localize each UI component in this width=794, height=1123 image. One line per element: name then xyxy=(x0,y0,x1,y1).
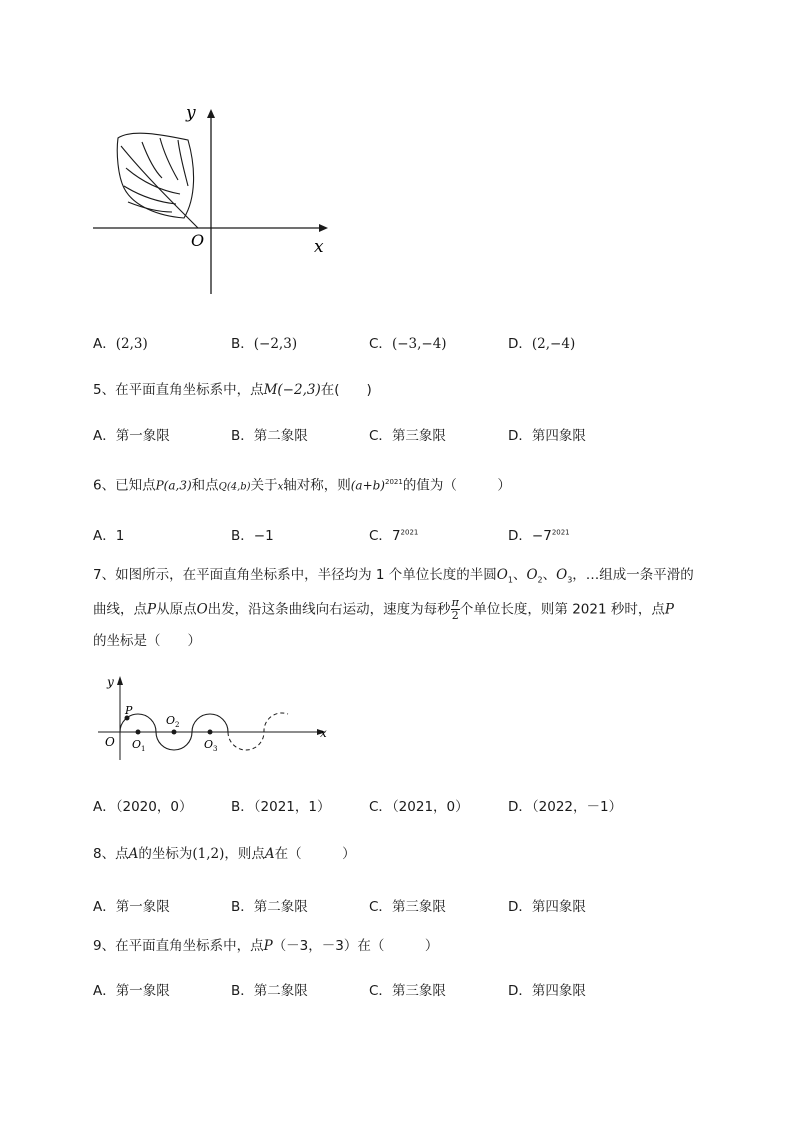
q6-option-b[interactable]: B．−1 xyxy=(231,528,274,544)
origin-label: O xyxy=(191,231,205,250)
question-7-line-2: 曲线，点P从原点O出发，沿这条曲线向右运动，速度为每秒 $\frac{\pi}{2}$ 个单位长度，则第 2021 秒时，点P xyxy=(93,596,674,622)
q7-option-d[interactable]: D．（2022，－1） xyxy=(508,799,623,815)
question-7-line-3: 的坐标是（ ） xyxy=(93,633,201,649)
figure-leaf-axes xyxy=(88,98,338,298)
y-axis-label: y xyxy=(186,103,196,123)
y-axis-arrow xyxy=(207,109,215,118)
q8-option-d[interactable]: D．第四象限 xyxy=(508,899,586,915)
q7-option-a[interactable]: A．（2020，0） xyxy=(93,799,193,815)
q5-option-a[interactable]: A．第一象限 xyxy=(93,428,170,444)
center-o2 xyxy=(172,730,177,735)
q5-option-b[interactable]: B．第二象限 xyxy=(231,428,308,444)
q8-option-b[interactable]: B．第二象限 xyxy=(231,899,308,915)
center-o1 xyxy=(136,730,141,735)
q7-option-b[interactable]: B．（2021，1） xyxy=(231,799,331,815)
y-axis-label: y xyxy=(107,675,114,689)
semicircle-curve-dashed xyxy=(228,713,288,750)
question-5: 5、在平面直角坐标系中，点M(−2,3)在( ) xyxy=(93,382,372,398)
question-9: 9、在平面直角坐标系中，点P（－3，－3）在（ ） xyxy=(93,938,439,954)
x-axis-label: x xyxy=(320,726,327,740)
q8-option-c[interactable]: C．第三象限 xyxy=(369,899,446,915)
q6-option-a[interactable]: A．1 xyxy=(93,528,125,544)
center-o2-label: $O_2$ xyxy=(166,714,180,729)
q4-option-a[interactable]: A．(2,3) xyxy=(93,336,148,352)
q6-option-c[interactable]: C．$7^{2021}$ xyxy=(369,528,419,544)
question-8: 8、点A的坐标为(1,2)，则点A在（ ） xyxy=(93,846,356,862)
q5-option-c[interactable]: C．第三象限 xyxy=(369,428,446,444)
leaf-drawing xyxy=(117,133,198,228)
q4-option-b[interactable]: B．(−2,3) xyxy=(231,336,298,352)
x-axis-arrow xyxy=(319,224,328,232)
q5-option-d[interactable]: D．第四象限 xyxy=(508,428,586,444)
q7-option-c[interactable]: C．（2021，0） xyxy=(369,799,469,815)
q4-option-d[interactable]: D．(2,−4) xyxy=(508,336,576,352)
q9-option-c[interactable]: C．第三象限 xyxy=(369,983,446,999)
q6-option-d[interactable]: D．$-7^{2021}$ xyxy=(508,528,570,544)
q9-option-b[interactable]: B．第二象限 xyxy=(231,983,308,999)
question-6: 6、已知点P(a,3)和点Q(4,b)关于x轴对称，则$(a+b)^{2021}$的值为（ ） xyxy=(93,477,511,494)
q9-option-a[interactable]: A．第一象限 xyxy=(93,983,170,999)
q8-option-a[interactable]: A．第一象限 xyxy=(93,899,170,915)
pi-over-2-fraction: $\frac{\pi}{2}$ xyxy=(451,596,459,622)
question-7-line-1: 7、如图所示，在平面直角坐标系中，半径均为 1 个单位长度的半圆$O_1$、$O_2$、$O_3$，…组成一条平滑的 xyxy=(93,567,694,585)
y-axis-arrow xyxy=(117,676,123,685)
origin-label: O xyxy=(105,735,115,749)
center-o3-label: $O_3$ xyxy=(204,738,218,753)
x-axis-label: x xyxy=(314,237,324,257)
center-o1-label: $O_1$ xyxy=(132,738,146,753)
point-p-label: P xyxy=(125,704,133,717)
figure-semicircle-curve xyxy=(98,670,338,760)
center-o3 xyxy=(208,730,213,735)
q9-option-d[interactable]: D．第四象限 xyxy=(508,983,586,999)
q4-option-c[interactable]: C．(−3,−4) xyxy=(369,336,447,352)
